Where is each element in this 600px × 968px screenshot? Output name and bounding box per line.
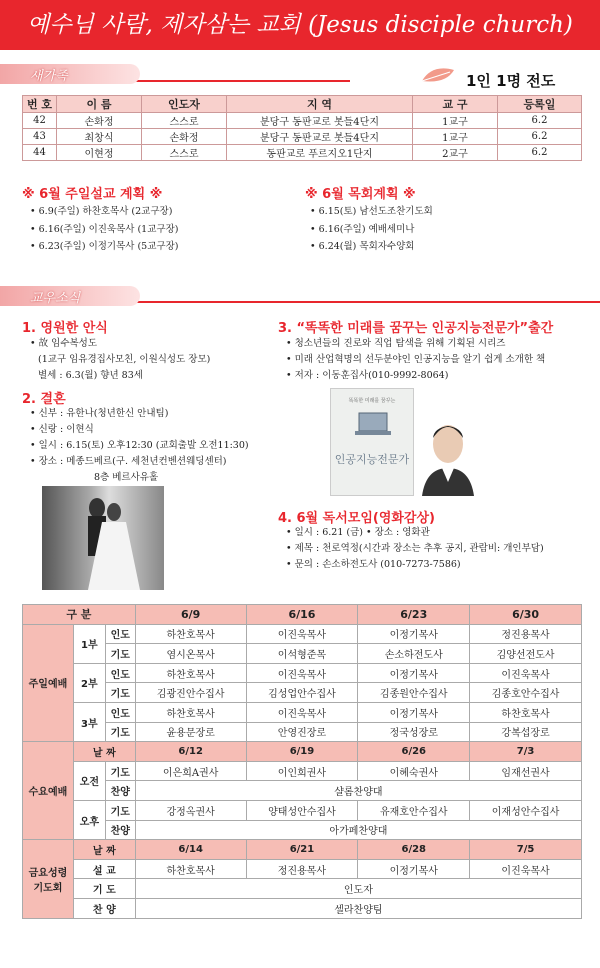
date-label: 날 짜 — [73, 840, 135, 860]
table-row — [23, 644, 582, 664]
table-header: 6/23 — [358, 605, 470, 625]
sub-label: 오후 — [73, 800, 105, 839]
cell: 이은희A권사 — [135, 761, 246, 781]
table-header: 번 호 — [23, 96, 57, 113]
table-row — [23, 624, 582, 644]
cell: 김성업안수집사 — [246, 683, 358, 703]
date-label: 날 짜 — [73, 742, 135, 762]
slogan: 1인 1명 전도 — [466, 72, 556, 90]
cell: 김광진안수집사 — [135, 683, 246, 703]
sermon-plan-title: ※ 6월 주일설교 계획 ※ — [22, 187, 163, 202]
cell: 이정기목사 — [358, 663, 470, 683]
section-label: 새가족 — [30, 69, 68, 84]
table-header: 인도자 — [142, 96, 227, 113]
leaf-icon — [420, 66, 456, 86]
sub-label: 오전 — [73, 761, 105, 800]
date-cell: 7/3 — [470, 742, 582, 762]
table-row — [23, 145, 582, 161]
cell: 정진용목사 — [246, 859, 358, 879]
list-item: • 6.16(주일) 예배세미나 — [310, 221, 433, 239]
date-cell: 6/21 — [246, 840, 358, 860]
table-row — [23, 742, 582, 762]
cell: 이진욱목사 — [470, 859, 582, 879]
cell: 동판교로 푸르지오1단지 — [227, 145, 413, 161]
news-list-2 — [30, 406, 249, 486]
role-label: 기도 — [105, 644, 135, 664]
role-label: 인도 — [105, 702, 135, 722]
book-title: 인공지능전문가 — [334, 453, 410, 466]
cell: 스스로 — [142, 145, 227, 161]
row-group-label: 금요성령 기도회 — [23, 840, 74, 918]
table-row — [23, 702, 582, 722]
list-item: • 6.9(주일) 하찬호목사 (2교구장) — [30, 203, 178, 221]
cell: 김종원안수집사 — [358, 683, 470, 703]
table-header: 구 분 — [23, 605, 136, 625]
list-item: • 6.23(주일) 이정기목사 (5교구장) — [30, 238, 178, 256]
cell: 이현정 — [57, 145, 142, 161]
cell: 셀라찬양팀 — [135, 898, 581, 918]
book-subtitle: 똑똑한 미래를 꿈꾸는 — [348, 398, 396, 404]
table-row — [23, 840, 582, 860]
role-label: 찬양 — [105, 781, 135, 801]
list-item: • 신랑 : 이현식 — [30, 422, 249, 438]
cell: 분당구 동판교로 봇들4단지 — [227, 129, 413, 145]
list-item: • 제목 : 천로역정(시간과 장소는 추후 공지, 관람비: 개인부담) — [286, 541, 544, 557]
cell: 염시온목사 — [135, 644, 246, 664]
list-item: • 저자 : 이동훈집사(010-9992-8064) — [286, 368, 545, 384]
cell: 손소하전도사 — [358, 644, 470, 664]
list-item: • 미래 산업혁명의 선두분야인 인공지능을 알기 쉽게 소개한 책 — [286, 352, 545, 368]
cell: 하찬호목사 — [135, 624, 246, 644]
sub-label: 1부 — [73, 624, 105, 663]
table-row — [23, 781, 582, 801]
role-label: 인도 — [105, 624, 135, 644]
table-row — [23, 898, 582, 918]
table-row — [23, 129, 582, 145]
role-label: 기도 — [105, 761, 135, 781]
sub-label: 3부 — [73, 702, 105, 741]
list-item: 8층 베르사유홀 — [94, 472, 159, 483]
list-item: • 6.15(토) 남선도조찬기도회 — [310, 203, 433, 221]
date-cell: 6/14 — [135, 840, 246, 860]
row-group-label: 수요예배 — [23, 742, 74, 840]
cell: 유재호안수집사 — [358, 800, 470, 820]
role-label: 찬양 — [105, 820, 135, 840]
role-label: 기 도 — [73, 879, 135, 899]
table-row — [23, 879, 582, 899]
list-item: • 일시 : 6.15(토) 오후12:30 (교회출발 오전11:30) — [30, 438, 249, 454]
couple-icon — [42, 486, 164, 590]
table-header: 6/16 — [246, 605, 358, 625]
cell: 이정기목사 — [358, 624, 470, 644]
list-item: • 문의 : 손소하전도사 (010-7273-7586) — [286, 557, 544, 573]
cell: 양태성안수집사 — [246, 800, 358, 820]
cell: 샬롬찬양대 — [135, 781, 581, 801]
cell: 하찬호목사 — [470, 702, 582, 722]
cell: 정진용목사 — [470, 624, 582, 644]
cell: 정국성장로 — [358, 722, 470, 742]
cell: 임재선권사 — [470, 761, 582, 781]
table-header: 이 름 — [57, 96, 142, 113]
wedding-photo — [42, 486, 164, 590]
list-item: • 신부 : 유한나(청년한신 안내팀) — [30, 406, 249, 422]
list-item: • 청소년들의 진로와 직업 탐색을 위해 기획된 시리즈 — [286, 336, 545, 352]
cell: 김종호안수집사 — [470, 683, 582, 703]
cell: 이인희권사 — [246, 761, 358, 781]
cell: 김양선전도사 — [470, 644, 582, 664]
banner-title: 예수님 사람, 제자삼는 교회 (Jesus disciple church) — [27, 12, 573, 38]
news-list-1 — [30, 336, 210, 384]
cell: 아가페찬양대 — [135, 820, 581, 840]
table-header-row — [23, 96, 582, 113]
news-title-3: 3. “똑똑한 미래를 꿈꾸는 인공지능전문가”출간 — [278, 321, 554, 336]
table-row — [23, 859, 582, 879]
cell: 손화정 — [57, 113, 142, 129]
table-row — [23, 605, 582, 625]
news-title-1: 1. 영원한 안식 — [22, 321, 108, 336]
list-item: • 장소 : 메종드베르(구. 세천년컨벤션웨딩센터) — [30, 454, 249, 470]
news-title-2: 2. 결혼 — [22, 392, 66, 407]
sub-label: 2부 — [73, 663, 105, 702]
row-group-label: 주일예배 — [23, 624, 74, 742]
cell: 강정옥권사 — [135, 800, 246, 820]
cell: 하찬호목사 — [135, 859, 246, 879]
cell: 하찬호목사 — [135, 702, 246, 722]
date-cell: 6/28 — [358, 840, 470, 860]
list-item: 별세 : 6.3(월) 향년 83세 — [38, 370, 143, 381]
cell: 6.2 — [498, 145, 582, 161]
section-label: 교우소식 — [30, 291, 81, 306]
service-schedule-table — [22, 604, 582, 919]
section-header-newfamily — [0, 64, 140, 84]
church-banner — [0, 0, 600, 50]
cell: 1교구 — [413, 113, 498, 129]
date-cell: 7/5 — [470, 840, 582, 860]
cell: 6.2 — [498, 113, 582, 129]
cell: 분당구 동판교로 봇들4단지 — [227, 113, 413, 129]
cell: 인도자 — [135, 879, 581, 899]
table-header: 등록일 — [498, 96, 582, 113]
cell: 이혜숙권사 — [358, 761, 470, 781]
news-list-3 — [286, 336, 545, 384]
cell: 43 — [23, 129, 57, 145]
section-header-news — [0, 286, 140, 306]
person-icon — [418, 416, 478, 496]
role-label: 인도 — [105, 663, 135, 683]
cell: 이석형준목 — [246, 644, 358, 664]
book-cover — [330, 388, 414, 496]
table-row — [23, 683, 582, 703]
table-row — [23, 663, 582, 683]
cell: 이진욱목사 — [246, 663, 358, 683]
cell: 6.2 — [498, 129, 582, 145]
role-label: 기도 — [105, 800, 135, 820]
cell: 손화정 — [142, 129, 227, 145]
date-cell: 6/19 — [246, 742, 358, 762]
cell: 최창식 — [57, 129, 142, 145]
cell: 윤용문장로 — [135, 722, 246, 742]
list-item: • 일시 : 6.21 (금) • 장소 : 영화관 — [286, 525, 544, 541]
table-header: 6/30 — [470, 605, 582, 625]
news-title-4: 4. 6월 독서모임(영화감상) — [278, 511, 435, 526]
cell: 44 — [23, 145, 57, 161]
table-header: 지 역 — [227, 96, 413, 113]
cell: 강복섭장로 — [470, 722, 582, 742]
cell: 이진욱목사 — [246, 702, 358, 722]
cell: 이진욱목사 — [246, 624, 358, 644]
author-photo — [418, 416, 478, 496]
ministry-plan-title: ※ 6월 목회계획 ※ — [305, 187, 416, 202]
date-cell: 6/12 — [135, 742, 246, 762]
list-item: • 故 임수복성도 — [30, 336, 210, 352]
laptop-icon — [353, 409, 393, 439]
table-row — [23, 113, 582, 129]
role-label: 기도 — [105, 683, 135, 703]
cell: 안영진장로 — [246, 722, 358, 742]
cell: 42 — [23, 113, 57, 129]
table-row — [23, 820, 582, 840]
table-header: 교 구 — [413, 96, 498, 113]
table-row — [23, 800, 582, 820]
cell: 1교구 — [413, 129, 498, 145]
cell: 2교구 — [413, 145, 498, 161]
newfamily-table — [22, 95, 582, 161]
role-label: 찬 양 — [73, 898, 135, 918]
cell: 이재성안수집사 — [470, 800, 582, 820]
cell: 이정기목사 — [358, 702, 470, 722]
table-row — [23, 722, 582, 742]
list-item: (1교구 임유경집사모친, 이원식성도 장모) — [38, 354, 211, 365]
date-cell: 6/26 — [358, 742, 470, 762]
ministry-list — [310, 203, 433, 256]
sermon-list — [30, 203, 178, 256]
news-list-4 — [286, 525, 544, 573]
list-item: • 6.16(주일) 이진욱목사 (1교구장) — [30, 221, 178, 239]
cell: 스스로 — [142, 113, 227, 129]
cell: 하찬호목사 — [135, 663, 246, 683]
list-item: • 6.24(월) 목회자수양회 — [310, 238, 433, 256]
table-header: 6/9 — [135, 605, 246, 625]
role-label: 기도 — [105, 722, 135, 742]
table-row — [23, 761, 582, 781]
role-label: 설 교 — [73, 859, 135, 879]
cell: 이진욱목사 — [470, 663, 582, 683]
cell: 이정기목사 — [358, 859, 470, 879]
